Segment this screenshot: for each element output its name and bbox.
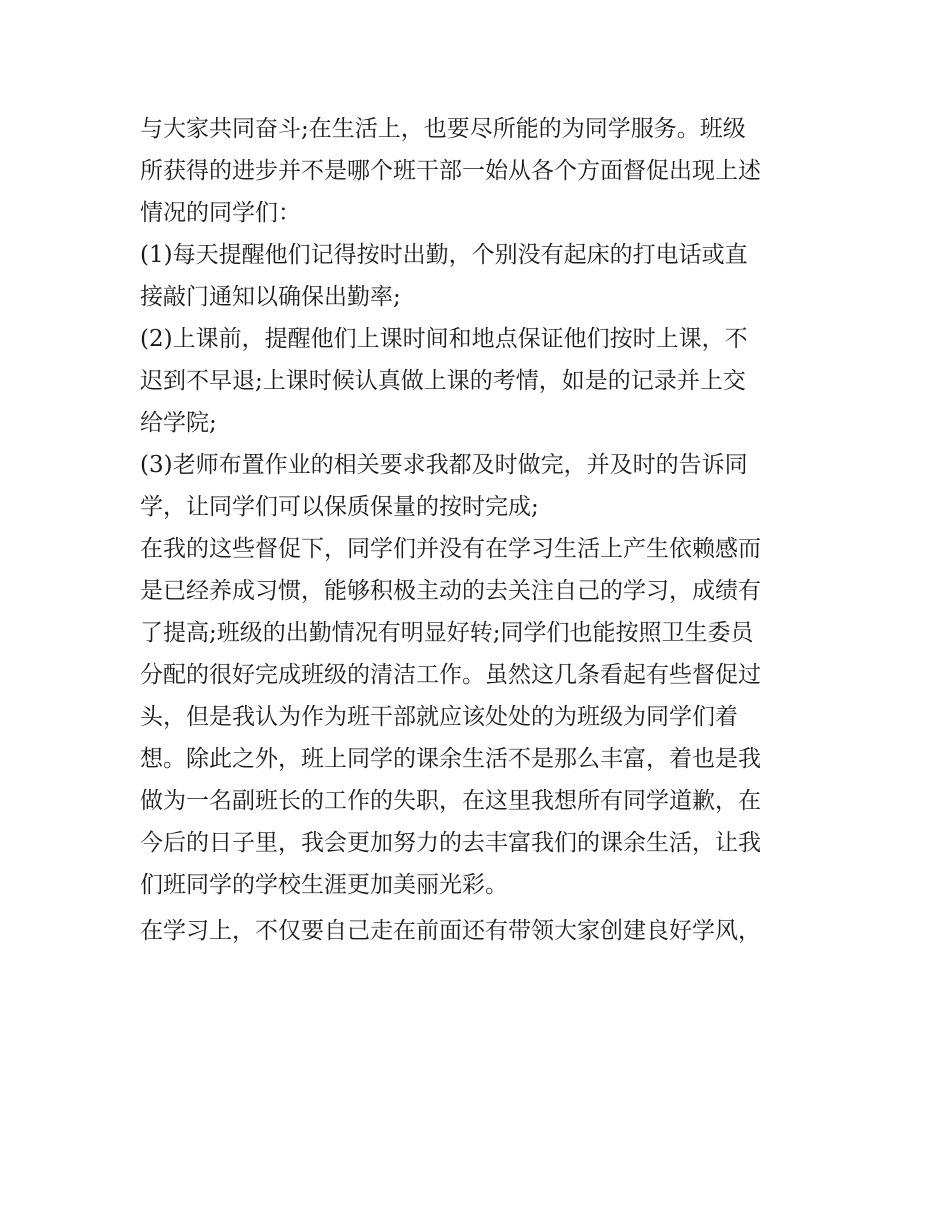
text-line: 是已经养成习惯，能够积极主动的去关注自己的学习，成绩有 (140, 578, 761, 604)
text-line: 想。除此之外，班上同学的课余生活不是那么丰富，着也是我 (140, 746, 761, 772)
text-line: 做为一名副班长的工作的失职，在这里我想所有同学道歉，在 (140, 788, 761, 814)
text-line: 在我的这些督促下，同学们并没有在学习生活上产生依赖感而 (140, 536, 761, 562)
text-line: 迟到不早退;上课时候认真做上课的考情，如是的记录并上交 (140, 368, 746, 394)
text-line: (2)上课前，提醒他们上课时间和地点保证他们按时上课，不 (140, 326, 748, 352)
text-line: 学，让同学们可以保质保量的按时完成; (140, 494, 539, 520)
body-text (140, 108, 820, 952)
text-line: 所获得的进步并不是哪个班干部一始从各个方面督促出现上述 (140, 158, 761, 184)
text-line: 今后的日子里，我会更加努力的去丰富我们的课余生活，让我 (140, 830, 761, 856)
text-line: 给学院; (140, 410, 217, 436)
text-line: 接敲门通知以确保出勤率; (140, 284, 401, 310)
text-line: 分配的很好完成班级的清洁工作。虽然这几条看起有些督促过 (140, 662, 761, 688)
text-line: 与大家共同奋斗;在生活上，也要尽所能的为同学服务。班级 (140, 116, 746, 142)
text-line: 头，但是我认为作为班干部就应该处处的为班级为同学们着 (140, 704, 738, 730)
text-line: (1)每天提醒他们记得按时出勤，个别没有起床的打电话或直 (140, 242, 748, 268)
text-line: (3)老师布置作业的相关要求我都及时做完，并及时的告诉同 (140, 452, 748, 478)
text-line: 情况的同学们： (140, 200, 301, 226)
text-line: 们班同学的学校生涯更加美丽光彩。 (140, 872, 508, 898)
text-line: 在学习上，不仅要自己走在前面还有带领大家创建良好学风， (140, 918, 761, 944)
text-line: 了提高;班级的出勤情况有明显好转;同学们也能按照卫生委员 (140, 620, 754, 646)
